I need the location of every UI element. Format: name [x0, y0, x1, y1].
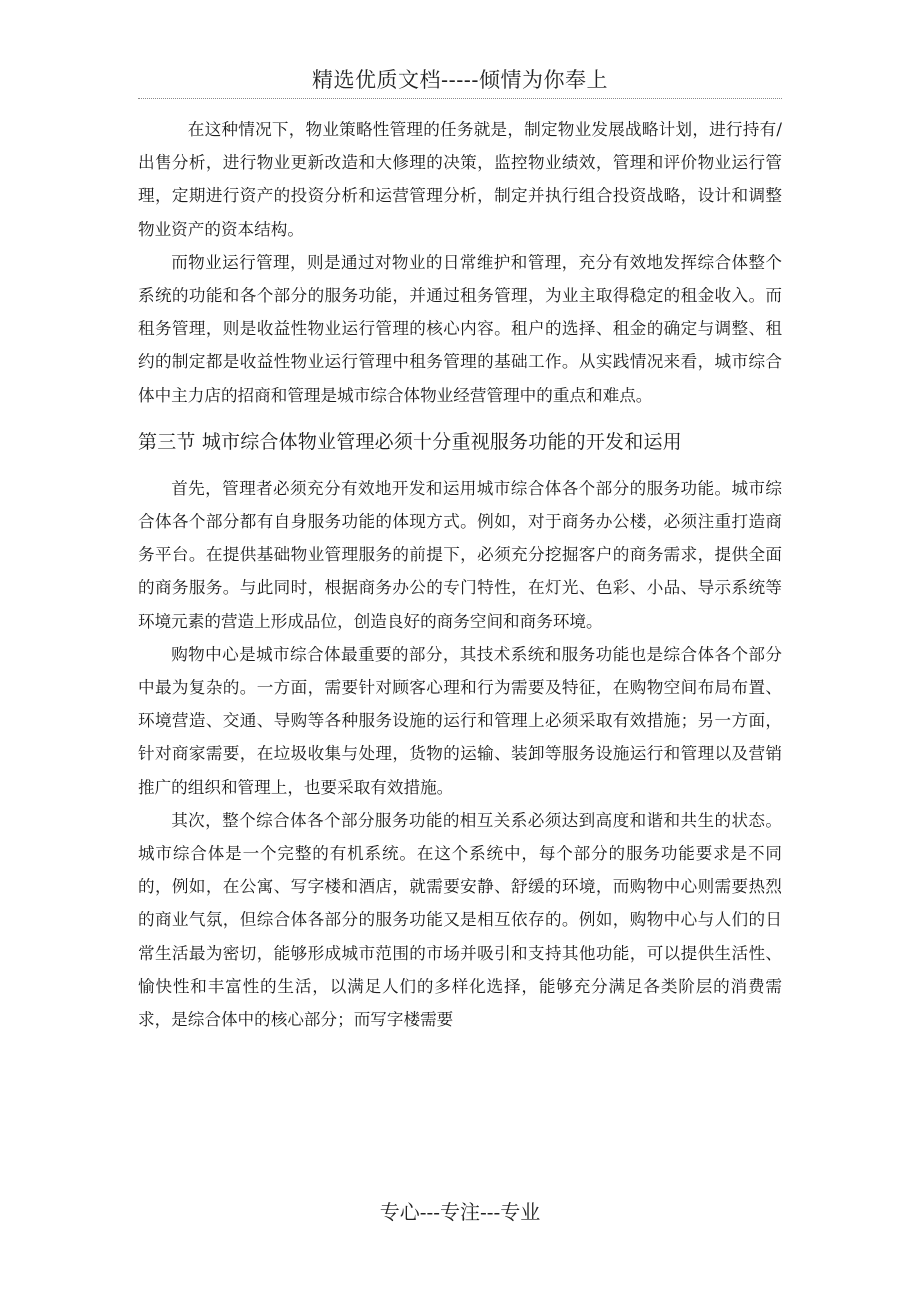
page-header: 精选优质文档-----倾情为你奉上	[312, 68, 608, 92]
paragraph-shopping-center: 购物中心是城市综合体最重要的部分，其技术系统和服务功能也是综合体各个部分中最为复杂的。一方面，需要针对顾客心理和行为需要及特征，在购物空间布局布置、环境营造、交通、导购等各种服务设施的运行和管理上必须采取有效措施；另一方面，针对商家需要，在垃圾收集与处理，货物的运输、装卸等服务设施运行和管理以及营销推广的组织和管理上，也要采取有效措施。	[138, 644, 782, 797]
page-footer: 专心---专注---专业	[379, 1200, 541, 1224]
document-body	[138, 113, 782, 1036]
header-divider	[138, 98, 782, 99]
paragraph-service-functions: 首先，管理者必须充分有效地开发和运用城市综合体各个部分的服务功能。城市综合体各个部分都有自身服务功能的体现方式。例如，对于商务办公楼，必须注重打造商务平台。在提供基础物业管理服务的前提下，必须充分挖掘客户的商务需求，提供全面的商务服务。与此同时，根据商务办公的专门特性，在灯光、色彩、小品、导示系统等环境元素的营造上形成品位，创造良好的商务空间和商务环境。	[138, 478, 782, 631]
paragraph-harmony: 其次，整个综合体各个部分服务功能的相互关系必须达到高度和谐和共生的状态。城市综合体是一个完整的有机系统。在这个系统中，每个部分的服务功能要求是不同的，例如，在公寓、写字楼和酒店，就需要安静、舒缓的环境，而购物中心则需要热烈的商业气氛，但综合体各部分的服务功能又是相互依存的。例如，购物中心与人们的日常生活最为密切，能够形成城市范围的市场并吸引和支持其他功能，可以提供生活性、愉快性和丰富性的生活，以满足人们的多样化选择，能够充分满足各类阶层的消费需求，是综合体中的核心部分；而写字楼需要	[138, 810, 782, 1030]
paragraph-operations-management: 而物业运行管理，则是通过对物业的日常维护和管理，充分有效地发挥综合体整个系统的功能和各个部分的服务功能，并通过租务管理，为业主取得稳定的租金收入。而租务管理，则是收益性物业运行管理的核心内容。租户的选择、租金的确定与调整、租约的制定都是收益性物业运行管理中租务管理的基础工作。从实践情况来看，城市综合体中主力店的招商和管理是城市综合体物业经营管理中的重点和难点。	[138, 252, 782, 405]
section-title: 第三节 城市综合体物业管理必须十分重视服务功能的开发和运用	[138, 430, 682, 453]
paragraph-strategic-management: 在这种情况下，物业策略性管理的任务就是，制定物业发展战略计划，进行持有/出售分析，进行物业更新改造和大修理的决策，监控物业绩效，管理和评价物业运行管理，定期进行资产的投资分析和运营管理分析，制定并执行组合投资战略，设计和调整物业资产的资本结构。	[138, 120, 782, 239]
